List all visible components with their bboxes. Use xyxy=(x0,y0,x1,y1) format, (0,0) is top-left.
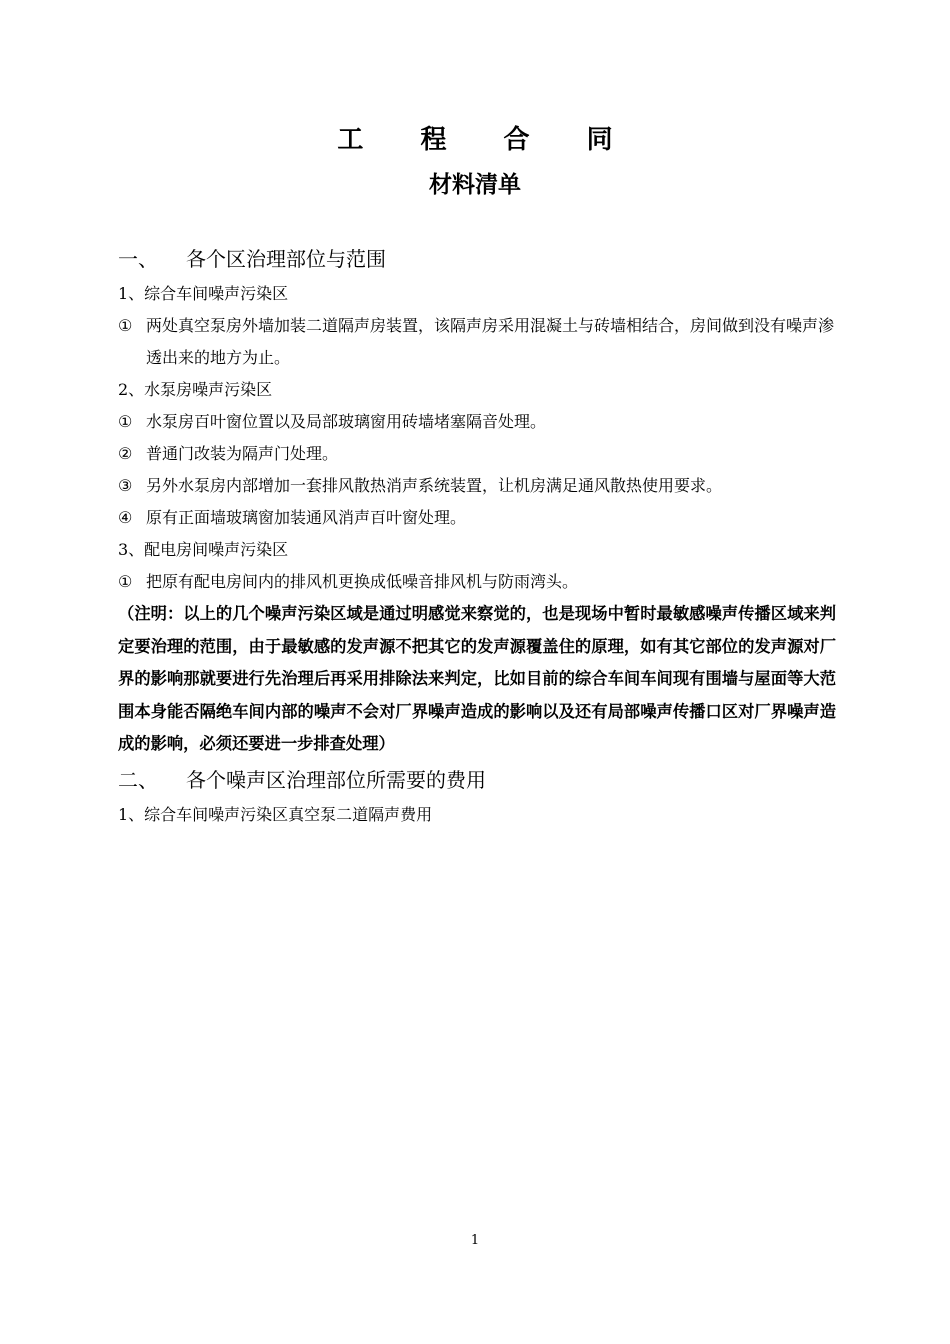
note-paragraph: （注明：以上的几个噪声污染区域是通过明感觉来察觉的，也是现场中暂时最敏感噪声传播区域来判定要治理的范围，由于最敏感的发声源不把其它的发声源覆盖住的原理，如有其它部位的发声源对厂界的影响那就要进行先治理后再采用排除法来判定，比如目前的综合车间车间现有围墙与屋面等大范围本身能否隔绝车间内部的噪声不会对厂界噪声造成的影响以及还有局部噪声传播口区对厂界噪声造成的影响，必须还要进一步排查处理） xyxy=(118,604,836,753)
section-1-number: 一、 xyxy=(118,247,158,271)
section-2-heading xyxy=(118,761,836,799)
page-number: 1 xyxy=(470,1233,480,1248)
list-item xyxy=(118,438,836,470)
area-3-heading: 3、配电房间噪声污染区 xyxy=(118,540,289,559)
list-item-text: 原有正面墙玻璃窗加装通风消声百叶窗处理。 xyxy=(146,508,467,527)
list-item-text: 普通门改装为隔声门处理。 xyxy=(146,444,339,463)
list-item-marker: ① xyxy=(118,412,133,431)
area-1-heading: 1、综合车间噪声污染区 xyxy=(118,284,289,303)
list-item-text: 把原有配电房间内的排风机更换成低噪音排风机与防雨湾头。 xyxy=(146,572,579,591)
section-2-title: 各个噪声区治理部位所需要的费用 xyxy=(186,767,486,792)
list-item-marker: ① xyxy=(118,316,133,335)
list-item-text: 两处真空泵房外墙加装二道隔声房装置，该隔声房采用混凝土与砖墙相结合，房间做到没有噪声渗透出来的地方为止。 xyxy=(146,316,835,367)
section-1-heading xyxy=(118,240,836,278)
list-item xyxy=(118,406,836,438)
list-item-marker: ② xyxy=(118,444,133,463)
list-item-marker: ③ xyxy=(118,476,133,495)
document-subtitle: 材料清单 xyxy=(429,172,521,198)
list-item-marker: ① xyxy=(118,572,133,591)
document-body xyxy=(118,240,836,831)
list-item xyxy=(118,310,836,374)
list-item xyxy=(118,470,836,502)
section-2-number: 二、 xyxy=(118,767,158,792)
list-item-text: 另外水泵房内部增加一套排风散热消声系统装置，让机房满足通风散热使用要求。 xyxy=(146,476,723,495)
section-1-title: 各个区治理部位与范围 xyxy=(186,247,386,271)
list-item xyxy=(118,502,836,534)
area-2-heading: 2、水泵房噪声污染区 xyxy=(118,380,273,399)
cost-item-1: 1、综合车间噪声污染区真空泵二道隔声费用 xyxy=(118,804,433,824)
list-item-text: 水泵房百叶窗位置以及局部玻璃窗用砖墙堵塞隔音处理。 xyxy=(146,412,547,431)
list-item-marker: ④ xyxy=(118,508,133,527)
list-item xyxy=(118,566,836,598)
document-title: 工 程 合 同 xyxy=(337,125,637,155)
